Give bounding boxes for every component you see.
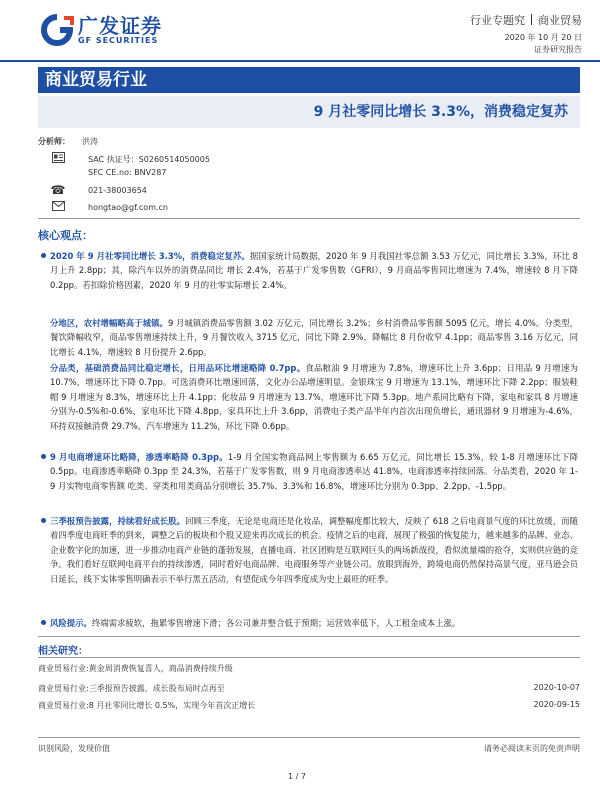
related-item-title[interactable]: 商业贸易行业:三季报预告披露，成长股布局时点再至 (38, 684, 225, 693)
key-point-text: 食品粮油 9 月增速为 7.8%，增速环比上升 3.6pp；日用品 9 月增速为 10.7%，增速环比下降 0.7pp。可选消费环比增速回落，文化办公品增速明显。金银珠宝 9 月增速为 13.1%，增速环比下降 2.2pp；服装鞋帽 9 月增速为 8.3%，增速环比上升 4.1pp；化妆品 9 月增速为 13.7%，增速环比下降 5.3pp。地产系同比略有下降，家电和家具 8 月增速分别为-0.5%和-0.6%，家电环比下降 4.8pp，家具环比上升 3.6pp，消费电子类产品半年内首次出现负增长，通讯器材 9 月增速为-4.6%，环持双接触消费 29.7%，汽车增速为 11.2%，环比下降 0.6pp。 (50, 363, 578, 431)
key-point-text: 1-9 月全国实物商品网上零售额为 6.65 万亿元，同比增长 15.3%，较 1-8 月增速环比下降 0.5pp。电商渗透率略降 0.3pp 至 24.3%，若基于广发零售数，则 9 月电商渗透率达 41.8%，电商渗透率持续回落。分品类看，2020 年 1-9 月实物电商零售额 吃类、穿类和用类商品分别增长 35.7%、3.3%和 16.8%，增速环比分别为 0.3pp、2.2pp、-1.5pp。 (50, 452, 578, 491)
key-point-lead: 9 月电商增速环比略降，渗透率略降 0.3pp。 (50, 452, 228, 462)
gf-logo-icon (40, 14, 74, 46)
logo-chinese-name: 广发证券 (78, 13, 162, 38)
report-type: 证券研究报告 (534, 45, 582, 54)
analyst-line (38, 136, 98, 147)
key-point-1 (50, 249, 578, 292)
bullet-icon (41, 518, 46, 523)
related-divider (38, 657, 580, 658)
sac-number: SAC 执证号：S0260514050005 (88, 154, 210, 164)
report-category-label: 行业专题究 (470, 14, 525, 27)
key-point-2 (50, 316, 578, 359)
email-row (50, 200, 168, 214)
related-item[interactable] (38, 700, 580, 711)
analyst-name: 洪涛 (82, 137, 98, 146)
bullet-icon (41, 454, 46, 459)
page-number: 1 / 7 (288, 772, 306, 781)
id-card-icon (50, 152, 66, 166)
footer-rule (38, 737, 580, 738)
key-point-lead: 分品类，基础消费品同比稳定增长，日用品环比增速略降 0.7pp。 (50, 363, 306, 373)
section-divider (38, 636, 580, 637)
envelope-icon (50, 200, 66, 214)
footer-slogan: 识别风险，发现价值 (38, 744, 110, 753)
bullet-icon (41, 620, 46, 625)
key-point-text: 据国家统计局数据，2020 年 9 月我国社零总额 3.53 万亿元，同比增长 3.3%，环比 8 月上升 2.8pp；其，除汽车以外的消费品同比 增长 2.4%，若基于广发零售数（GFRI），9 月商品零售同比增速为 7.4%，增速较 8 月下降 0.2pp。若扣除价格因素，2020 年 9 月的社零实际增长 2.4%。 (50, 251, 579, 290)
related-item[interactable] (38, 683, 580, 694)
company-logo (40, 14, 162, 46)
analyst-phone: 021-38003654 (88, 185, 147, 195)
section-divider (38, 218, 580, 219)
key-point-lead: 2020 年 9 月社零同比增长 3.3%，消费稳定复苏。 (50, 251, 250, 261)
key-point-text: 回顾三季度，无论是电商还是化妆品，调整幅度都比较大，反映了 618 之后电商景气度的环比放缓，而随着四季度电商旺季的到来，调整之后的板块和个股又迎来再次成长的机会。疫情之后的电商，展现了极强的恢复能力，越来越多的品牌、业态、企业数字化的加速，进一步推动电商产业链的蓬勃发展，直播电商、社区团购是互联网巨头的两场新战役，看似流量端的抢夺，实则供应链的竞争。我们看好互联网电商平台的持续渗透，同时看好电商品牌、电商服务等产业链公司。放眼到海外，跨境电商仍然保持高景气度，亚马逊会员日延长，线下实体零售明确表示不举行黑五活动，有望促成今年四季度成为史上最旺的旺季。 (50, 516, 579, 584)
sfc-row (50, 168, 166, 177)
related-item[interactable] (38, 663, 580, 674)
industry-banner: 商业贸易行业 (38, 67, 580, 93)
logo-english-name: GF SECURITIES (78, 35, 159, 45)
report-category (470, 12, 582, 28)
related-research-title: 相关研究： (38, 646, 88, 657)
footer-disclaimer: 请务必阅读末页的免责声明 (484, 744, 580, 753)
sfc-number: SFC CE.no: BNV287 (88, 168, 167, 177)
divider (531, 14, 532, 25)
key-point-4 (50, 450, 578, 493)
key-point-lead: 分地区，农村增幅略高于城镇。 (50, 318, 168, 328)
key-point-lead: 风险提示。 (50, 618, 92, 628)
header-rule (0, 60, 600, 62)
sac-row (50, 152, 210, 166)
bullet-icon (41, 253, 46, 258)
key-point-6 (50, 616, 578, 630)
analyst-label: 分析师： (38, 137, 70, 146)
key-point-lead: 三季报预告披露，持续看好成长股。 (50, 516, 186, 526)
phone-row (50, 183, 147, 197)
key-points-title: 核心观点： (38, 229, 93, 242)
report-date: 2020 年 10 月 20 日 (504, 33, 582, 42)
industry-label: 商业贸易 (538, 14, 582, 27)
key-point-5 (50, 514, 578, 586)
related-item-date: 2020-09-15 (533, 700, 580, 709)
report-headline: 9 月社零同比增长 3.3%，消费稳定复苏 (38, 96, 580, 128)
related-item-title[interactable]: 商业贸易行业:8 月社零同比增长 0.5%，实现今年首次正增长 (38, 701, 256, 710)
related-item-title[interactable]: 商业贸易行业:黄金周消费恢复喜人，商品消费持续升级 (38, 664, 233, 673)
related-item-date: 2020-10-07 (533, 683, 580, 692)
key-point-text: 9 月城镇消费品零售额 3.02 万亿元，同比增长 3.2%；乡村消费品零售额 5095 亿元，增长 4.0%。分类型，餐饮降幅收窄，商品零售增速持续上升，9 月餐饮收入 3715 亿元，同比下降 2.9%，降幅比 8 月份收窄 4.1pp；商品零售 3.16 万亿元，同比增长 4.1%，增速较 8 月份提升 2.6pp。 (50, 318, 578, 357)
key-point-3 (50, 361, 578, 433)
analyst-email[interactable]: hongtao@gf.com.cn (88, 202, 168, 212)
phone-icon: ☎ (50, 183, 66, 197)
key-point-text: 终端需求疲软，拖累零售增速下滑；各公司兼并整合低于预期；运营效率低下，人工租金成本上涨。 (91, 618, 461, 628)
